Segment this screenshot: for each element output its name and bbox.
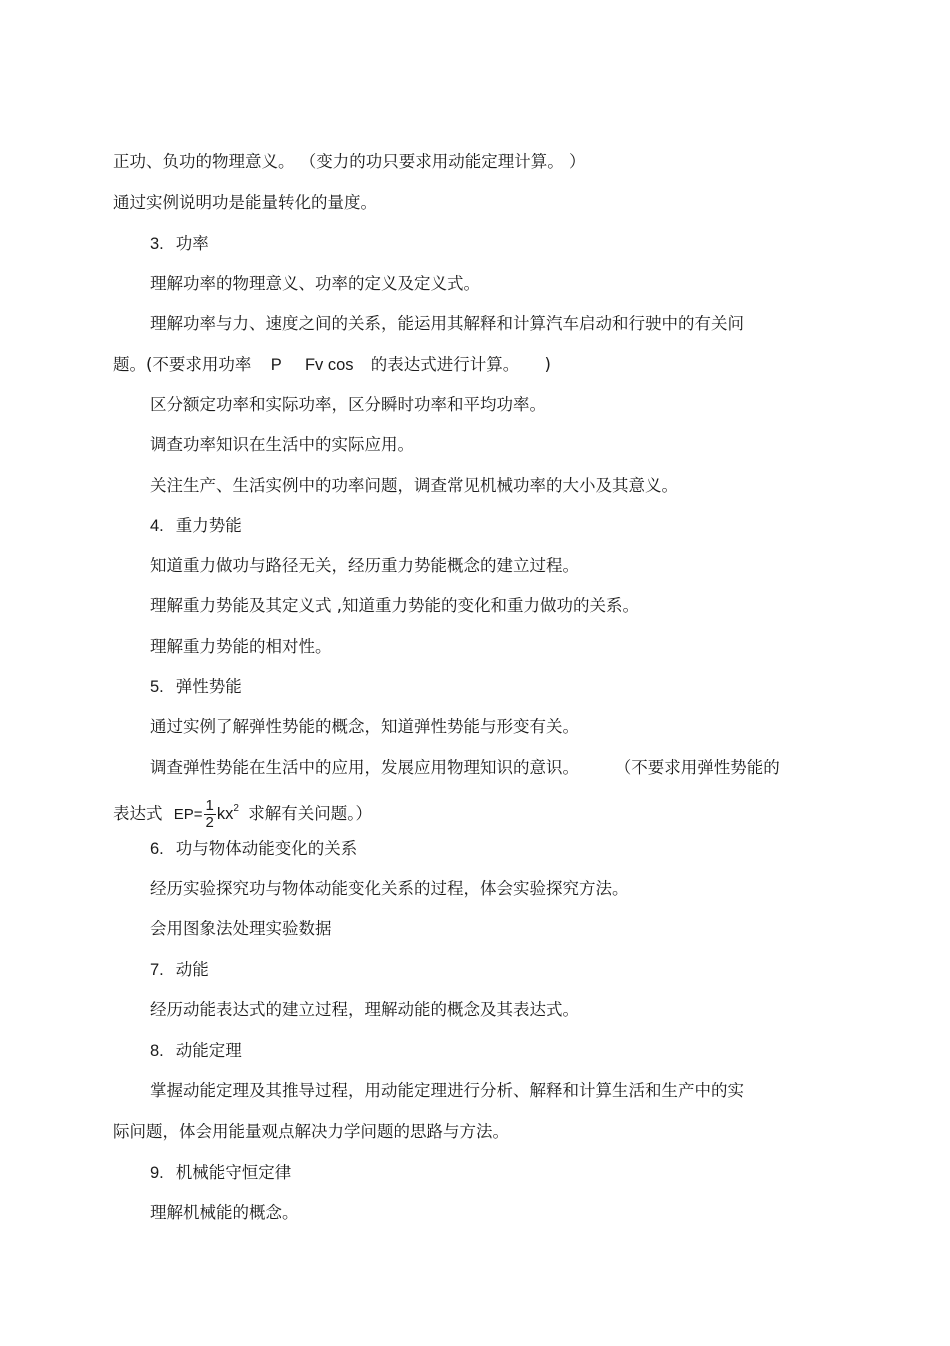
section-title: 机械能守恒定律 [175,1163,292,1182]
section-title: 弹性势能 [175,677,242,696]
formula-ep: EP= [173,806,203,823]
section-title: 功与物体动能变化的关系 [175,839,358,858]
paragraph-line: 理解功率与力、速度之间的关系，能运用其解释和计算汽车启动和行驶中的有关问 [150,314,744,333]
paragraph-line: 理解机械能的概念。 [150,1203,299,1222]
paragraph-line: 知道重力做功与路径无关，经历重力势能概念的建立过程。 [150,556,579,575]
paragraph-line: 通过实例说明功是能量转化的量度。 [113,193,377,212]
formula-exponent: 2 [233,803,239,814]
section-number: 6. [150,840,164,858]
section-heading [150,676,242,698]
paragraph-line: 际问题，体会用能量观点解决力学问题的思路与方法。 [113,1122,509,1141]
section-heading [150,1162,291,1184]
section-number: 8. [150,1042,164,1060]
paragraph-line: 理解重力势能及其定义式 ,知道重力势能的变化和重力做功的关系。 [150,596,639,615]
paragraph-line: 表达式 EP= $\frac{1}{2}$ $kx^2$ 求解有关问题。） [113,797,372,831]
paragraph-line: 区分额定功率和实际功率，区分瞬时功率和平均功率。 [150,395,546,414]
section-heading [150,959,209,981]
paragraph-line: 经历实验探究功与物体动能变化关系的过程，体会实验探究方法。 [150,879,629,898]
formula-fvcos: Fv cos [304,356,354,374]
paragraph-line: 理解重力势能的相对性。 [150,637,332,656]
paragraph-line: 经历动能表达式的建立过程，理解动能的概念及其表达式。 [150,1000,579,1019]
paragraph-line: 题。(不要求用功率 P Fv cos 的表达式进行计算。 ) [113,355,551,374]
section-heading [150,838,357,860]
formula-kx: kx [216,805,234,823]
section-number: 7. [150,961,164,979]
section-title: 重力势能 [175,516,242,535]
paragraph-line: 会用图象法处理实验数据 [150,919,332,938]
paragraph-line: 理解功率的物理意义、功率的定义及定义式。 [150,274,480,293]
section-heading [150,233,209,255]
section-heading [150,1040,242,1062]
section-title: 动能 [175,960,209,979]
section-number: 3. [150,235,164,253]
formula-fraction: $\frac{1}{2}$ [205,797,214,831]
section-title: 动能定理 [175,1041,242,1060]
paragraph-line: 调查功率知识在生活中的实际应用。 [150,435,414,454]
section-number: 4. [150,517,164,535]
paragraph-line: 正功、负功的物理意义。 （变力的功只要求用动能定理计算。 ） [113,152,586,171]
section-title: 功率 [175,234,209,253]
section-number: 9. [150,1164,164,1182]
paragraph-line: 关注生产、生活实例中的功率问题，调查常见机械功率的大小及其意义。 [150,476,678,495]
formula-p: P [270,356,282,374]
section-number: 5. [150,678,164,696]
section-heading [150,515,242,537]
paragraph-line: 通过实例了解弹性势能的概念，知道弹性势能与形变有关。 [150,717,579,736]
paragraph-line: 掌握动能定理及其推导过程，用动能定理进行分析、解释和计算生活和生产中的实 [150,1081,744,1100]
paragraph-line: 调查弹性势能在生活中的应用，发展应用物理知识的意识。 （不要求用弹性势能的 [150,758,780,777]
